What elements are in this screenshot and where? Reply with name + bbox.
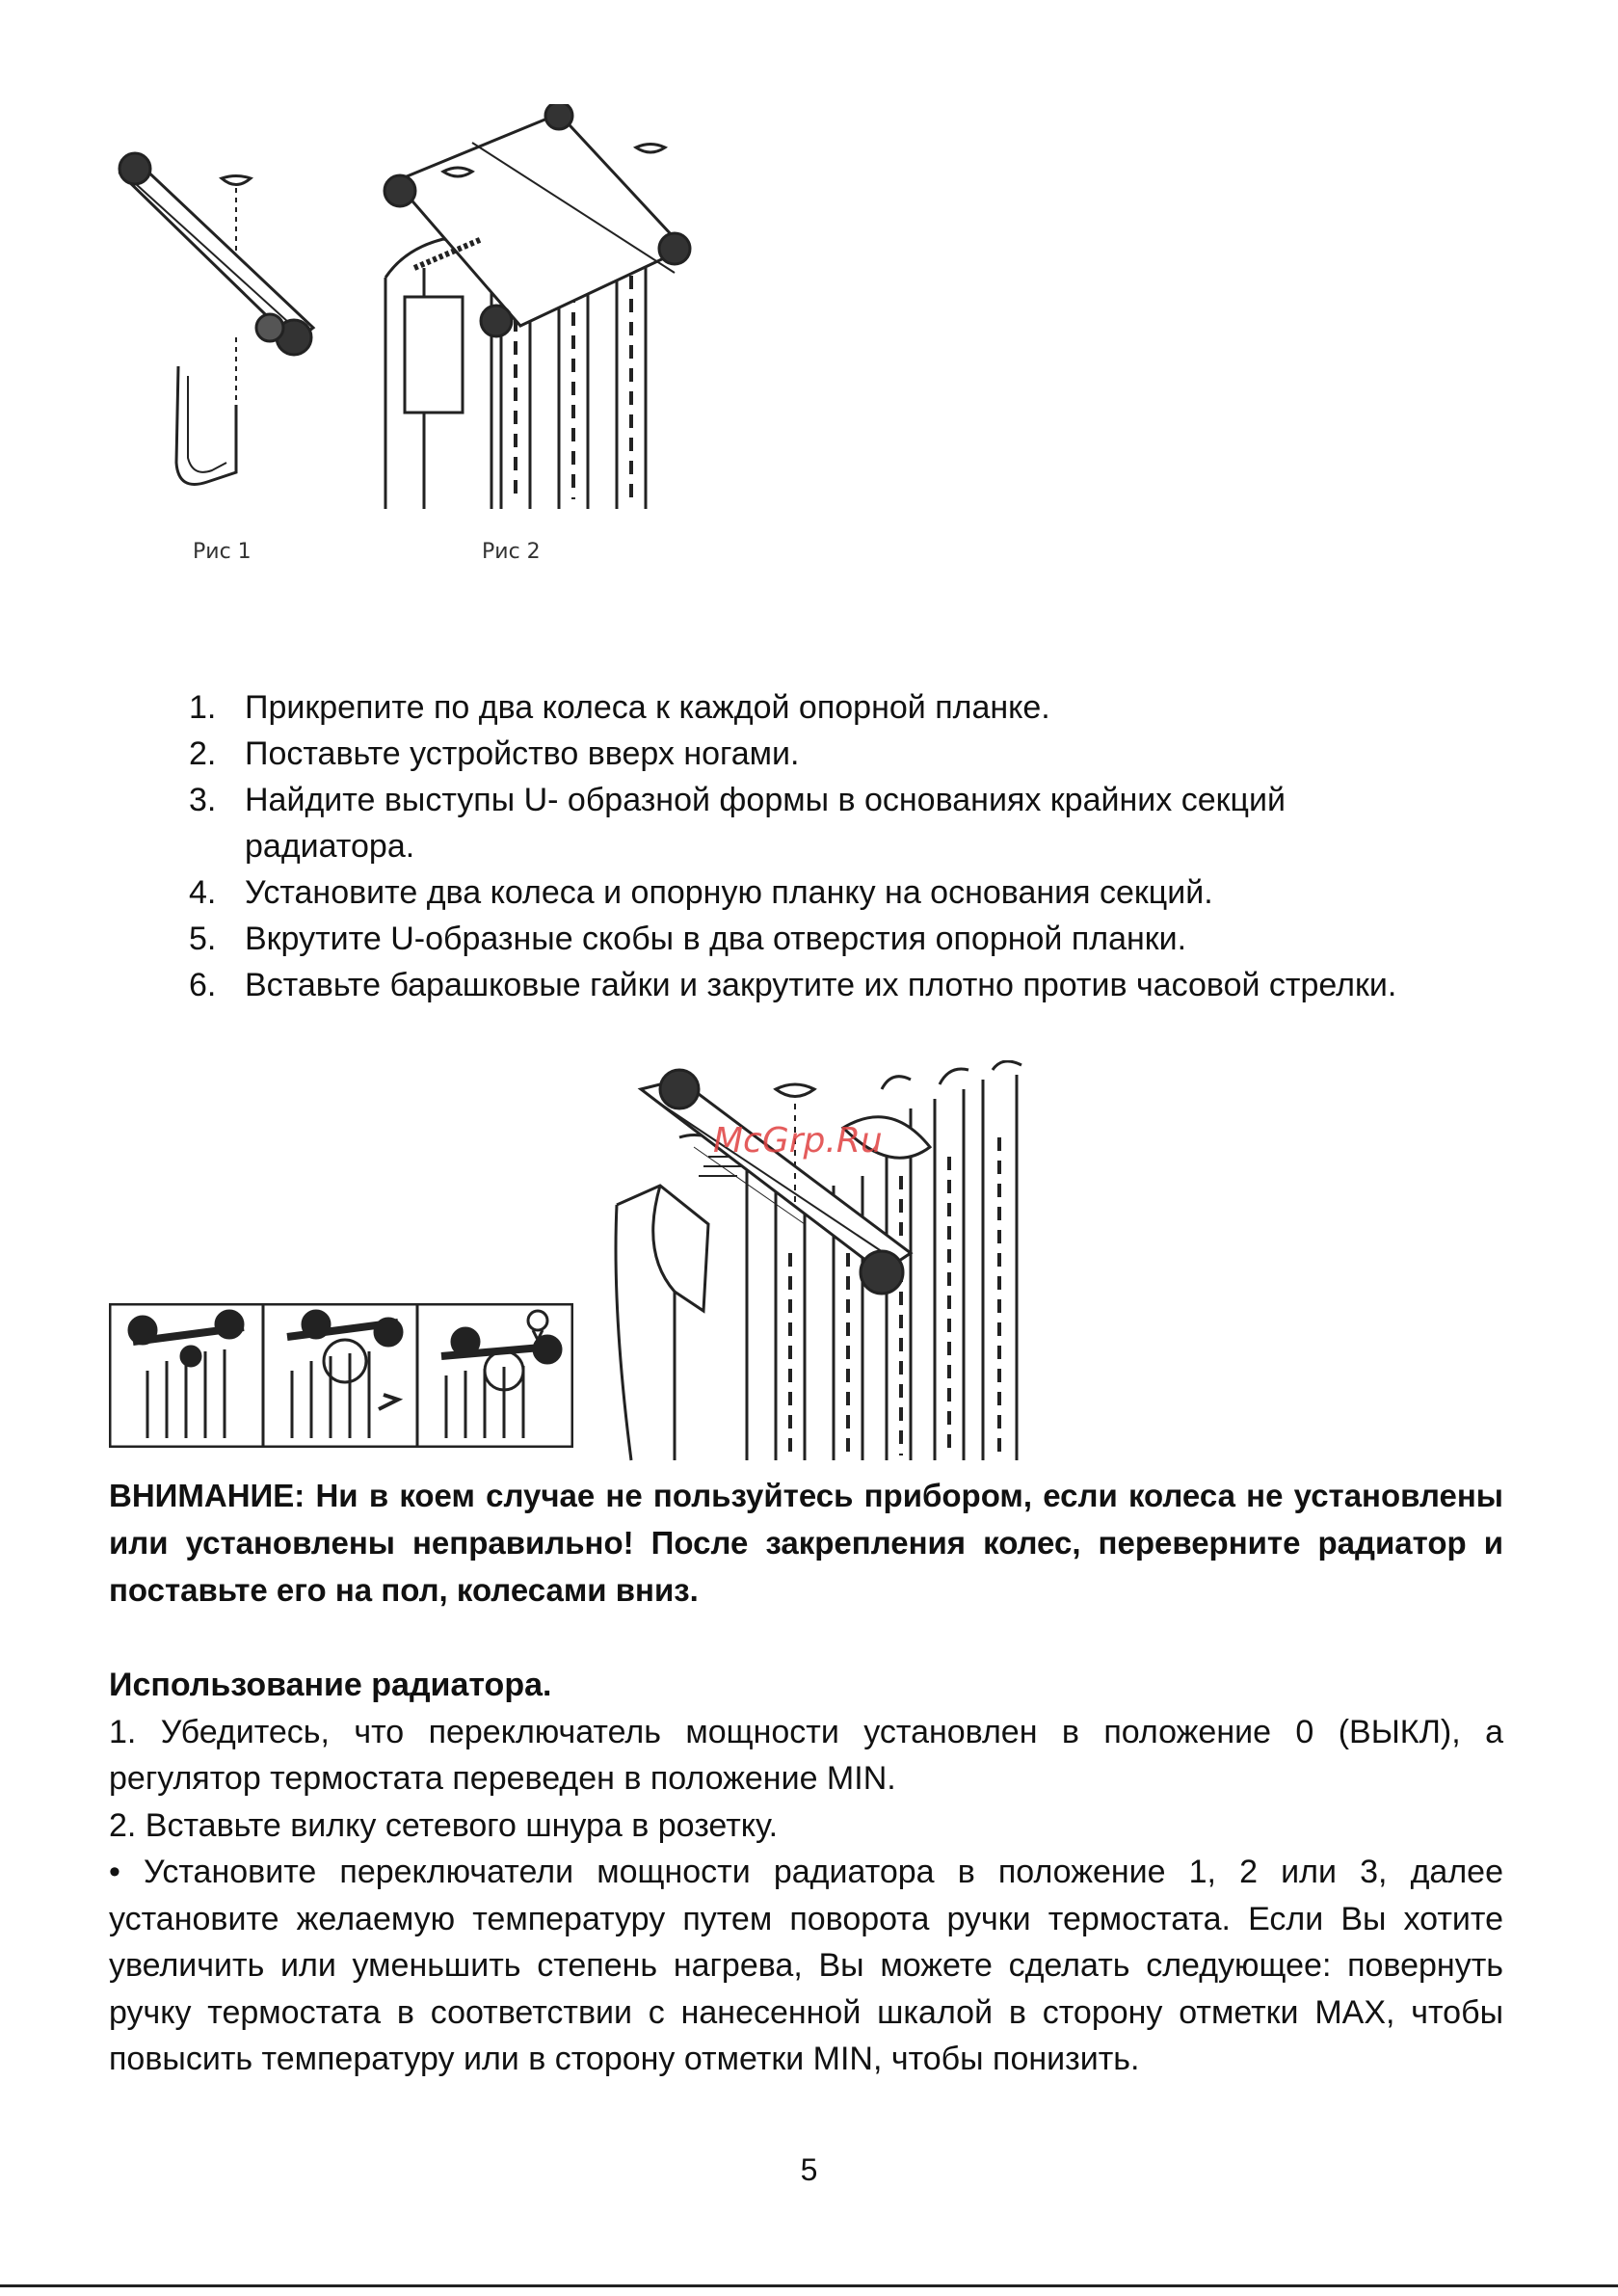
list-item: 1. Прикрепите по два колеса к каждой опорной планке.	[189, 689, 1050, 726]
list-item: 5. Вкрутите U-образные скобы в два отверстия опорной планки.	[189, 921, 1187, 957]
usage-section	[109, 1662, 1503, 2083]
warning-paragraph: ВНИМАНИЕ: Ни в коем случае не пользуйтесь прибором, если колеса не установлены или установлены неправильно! После закрепления колес, переверните радиатор и поставьте его на пол, колесами вниз.	[109, 1478, 1503, 1608]
list-item: 2. Поставьте устройство вверх ногами.	[189, 735, 800, 772]
list-item: 4. Установите два колеса и опорную планку на основания секций.	[189, 874, 1213, 911]
figure-1-caption: Рис 1	[193, 540, 252, 564]
list-item: 3. Найдите выступы U- образной формы в основаниях крайних секций радиатора.	[189, 782, 1286, 865]
usage-paragraph-3: • Установите переключатели мощности радиатора в положение 1, 2 или 3, далее установите желаемую температуру путем поворота ручки термостата. Если Вы хотите увеличить или уменьшить степень нагрева, Вы можете сделать следующее: повернуть ручку термостата в соответствии с нанесенной шкалой в сторону отметки MAX, чтобы повысить температуру или в сторону отметки MIN, чтобы понизить.	[109, 1854, 1503, 2077]
figure-wheel-sequence	[109, 1303, 573, 1448]
bottom-divider	[0, 2284, 1618, 2287]
figure-2-radiator-base	[366, 104, 694, 514]
page-number: 5	[800, 2152, 818, 2187]
figure-1-plank	[101, 145, 332, 511]
usage-paragraph-2: 2. Вставьте вилку сетевого шнура в розетку.	[109, 1806, 779, 1844]
watermark-text: McGrp.Ru	[713, 1121, 883, 1161]
assembly-steps-list	[189, 684, 1528, 1008]
figure-2-caption: Рис 2	[482, 540, 541, 564]
usage-heading: Использование радиатора.	[109, 1667, 552, 1703]
usage-paragraph-1: 1. Убедитесь, что переключатель мощности установлен в положение 0 (ВЫКЛ), а регулятор термостата переведен в положение MIN.	[109, 1713, 1503, 1797]
list-item: 6. Вставьте барашковые гайки и закрутите их плотно против часовой стрелки.	[189, 967, 1397, 1003]
